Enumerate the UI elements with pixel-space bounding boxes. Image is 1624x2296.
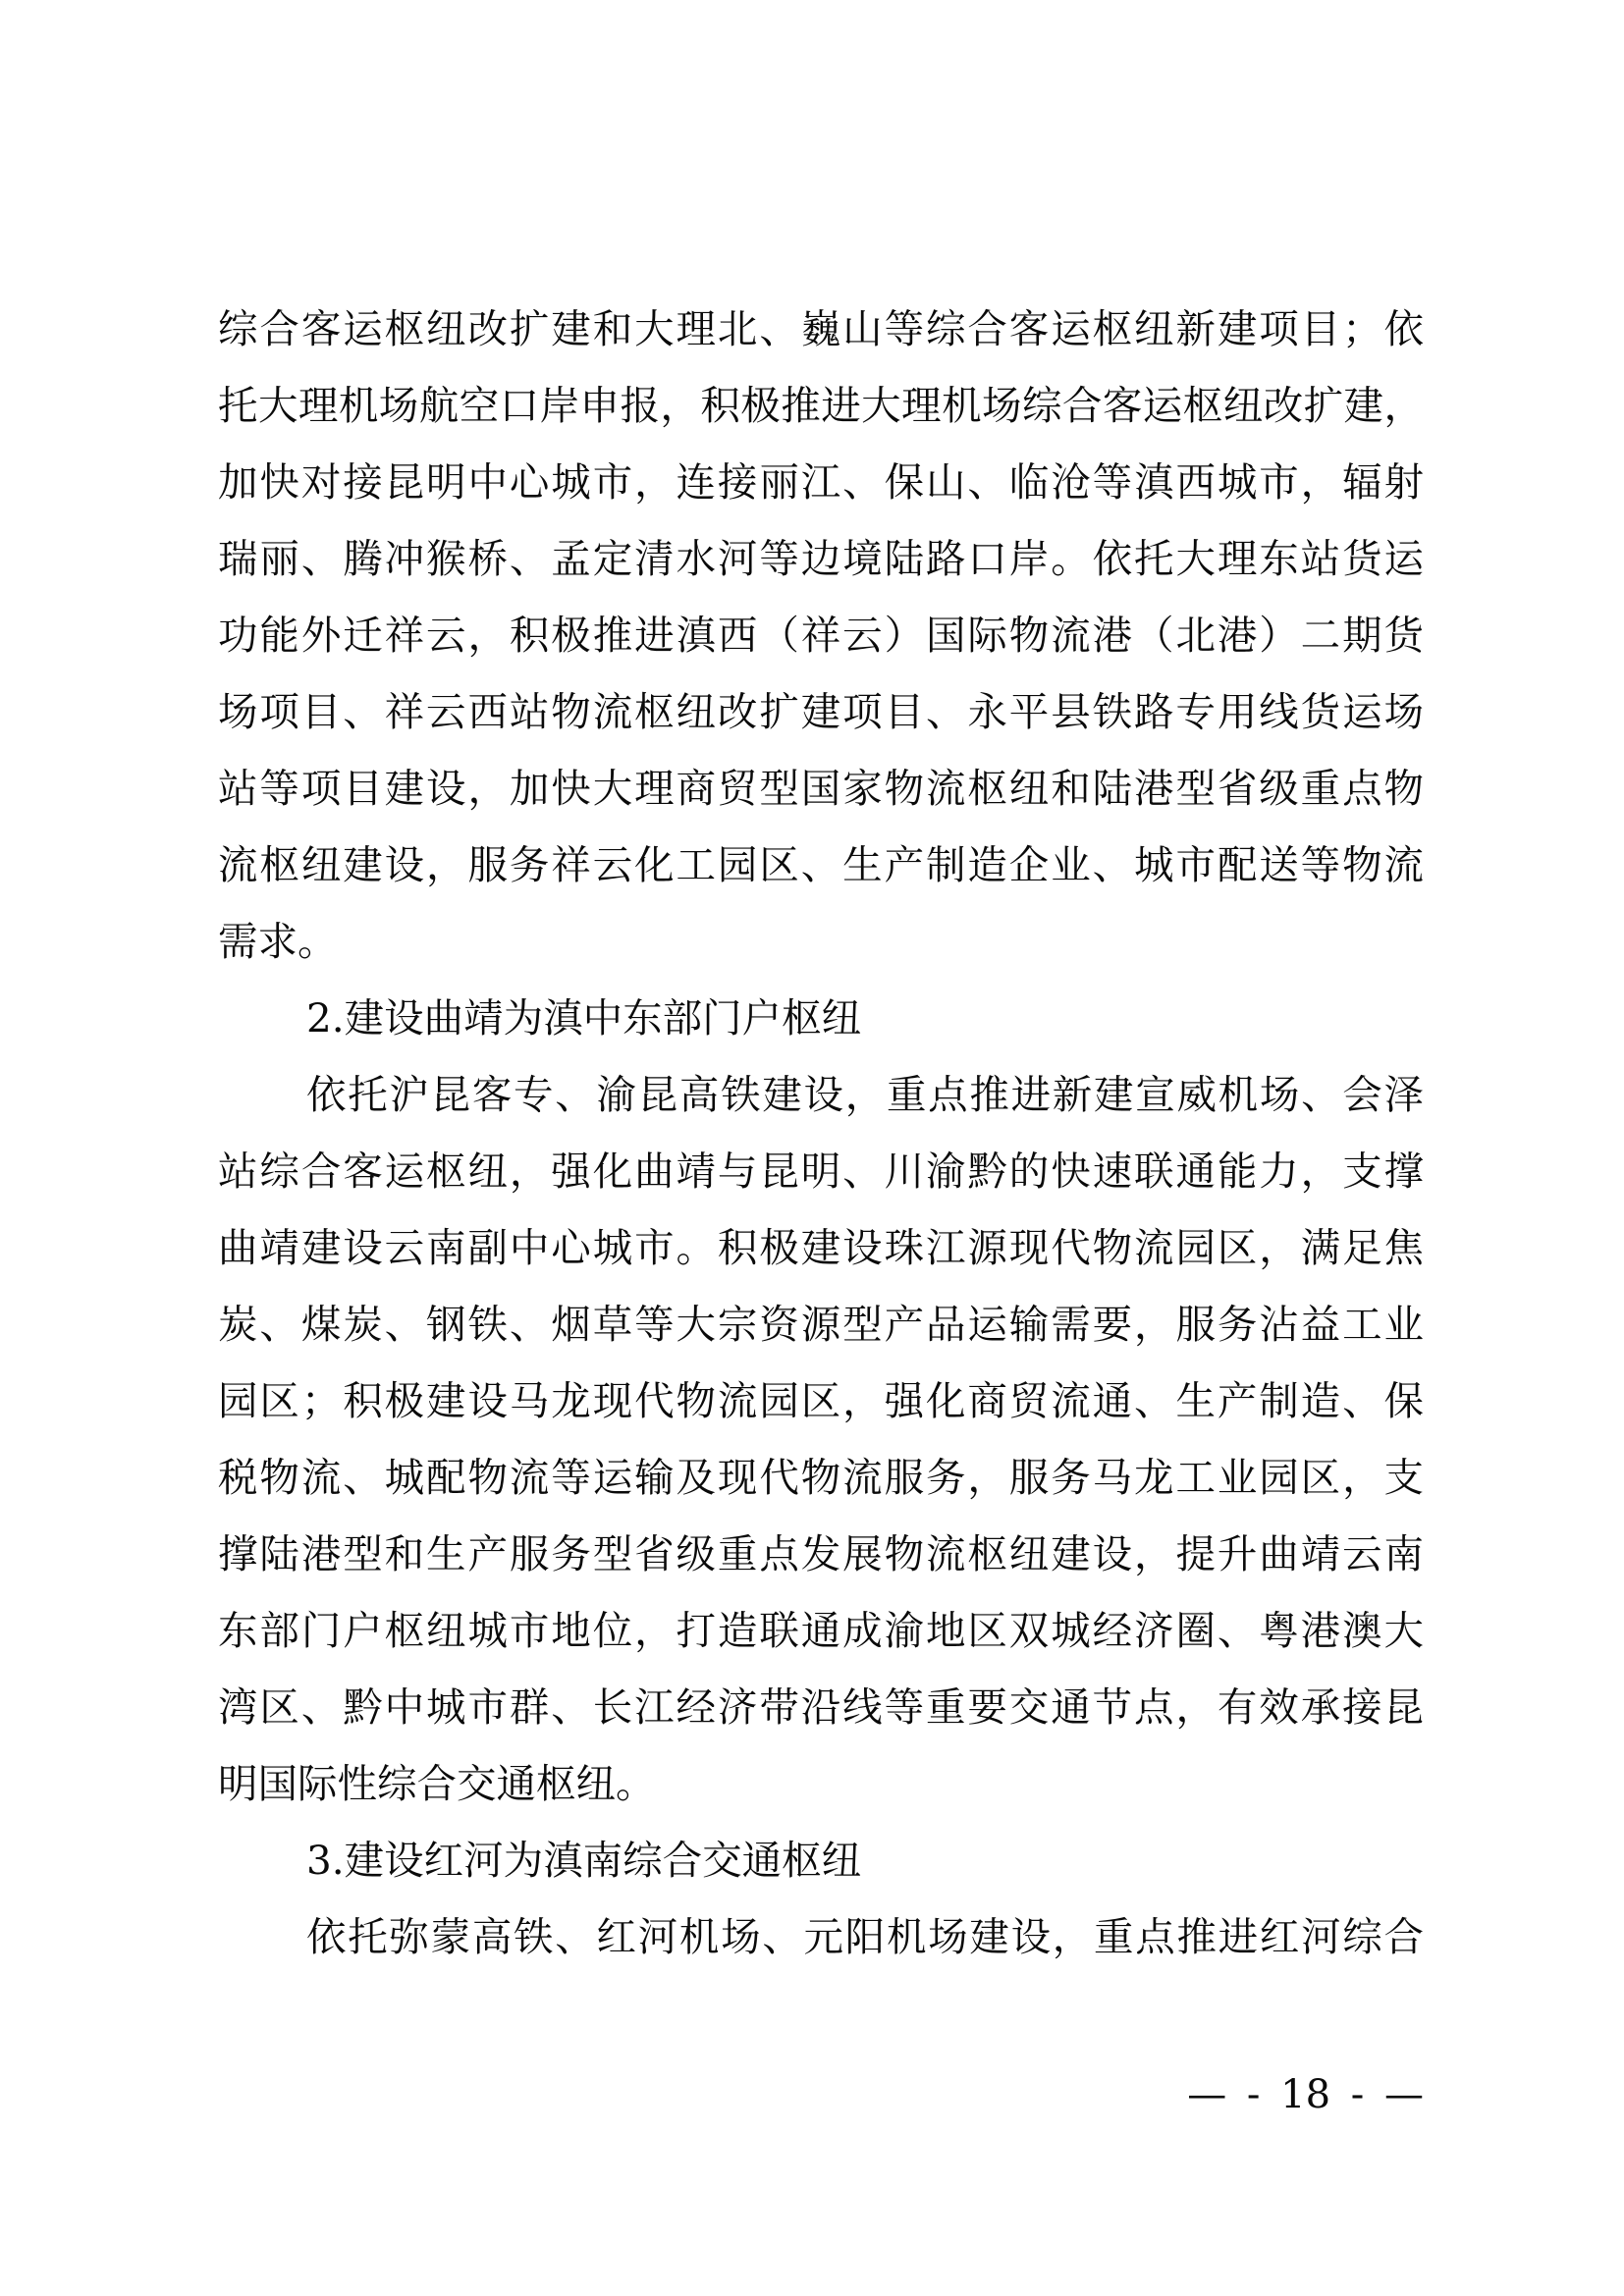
section-heading: 3.建设红河为滇南综合交通枢纽 xyxy=(306,1837,862,1884)
text-line: 曲靖建设云南副中心城市。积极建设珠江源现代物流园区，满足焦 xyxy=(218,1224,1424,1271)
text-line: 依托弥蒙高铁、红河机场、元阳机场建设，重点推进红河综合 xyxy=(306,1913,1424,1960)
text-line: 托大理机场航空口岸申报，积极推进大理机场综合客运枢纽改扩建， xyxy=(218,382,1424,429)
text-line: 东部门户枢纽城市地位，打造联通成渝地区双城经济圈、粤港澳大 xyxy=(218,1607,1424,1654)
text-line: 明国际性综合交通枢纽。 xyxy=(218,1760,656,1807)
page-number xyxy=(1106,2030,1424,2160)
page-number-text: — - 18 - — xyxy=(1187,2072,1424,2117)
text-line: 功能外迁祥云，积极推进滇西（祥云）国际物流港（北港）二期货 xyxy=(218,612,1424,659)
text-line: 流枢纽建设，服务祥云化工园区、生产制造企业、城市配送等物流 xyxy=(218,841,1424,888)
text-line: 撑陆港型和生产服务型省级重点发展物流枢纽建设，提升曲靖云南 xyxy=(218,1530,1424,1577)
text-line: 综合客运枢纽改扩建和大理北、巍山等综合客运枢纽新建项目；依 xyxy=(218,305,1424,352)
text-line: 瑞丽、腾冲猴桥、孟定清水河等边境陆路口岸。依托大理东站货运 xyxy=(218,535,1424,582)
section-heading: 2.建设曲靖为滇中东部门户枢纽 xyxy=(306,994,862,1041)
text-line: 站等项目建设，加快大理商贸型国家物流枢纽和陆港型省级重点物 xyxy=(218,765,1424,812)
text-line: 场项目、祥云西站物流枢纽改扩建项目、永平县铁路专用线货运场 xyxy=(218,688,1424,735)
body-text-block xyxy=(218,291,1424,1975)
text-line: 需求。 xyxy=(218,918,338,965)
text-line: 依托沪昆客专、渝昆高铁建设，重点推进新建宣威机场、会泽 xyxy=(306,1071,1424,1118)
text-line: 园区；积极建设马龙现代物流园区，强化商贸流通、生产制造、保 xyxy=(218,1377,1424,1424)
text-line: 炭、煤炭、钢铁、烟草等大宗资源型产品运输需要，服务沾益工业 xyxy=(218,1301,1424,1348)
text-line: 站综合客运枢纽，强化曲靖与昆明、川渝黔的快速联通能力，支撑 xyxy=(218,1148,1424,1195)
text-line: 加快对接昆明中心城市，连接丽江、保山、临沧等滇西城市，辐射 xyxy=(218,458,1424,506)
text-line: 湾区、黔中城市群、长江经济带沿线等重要交通节点，有效承接昆 xyxy=(218,1683,1424,1731)
text-line: 税物流、城配物流等运输及现代物流服务，服务马龙工业园区，支 xyxy=(218,1454,1424,1501)
